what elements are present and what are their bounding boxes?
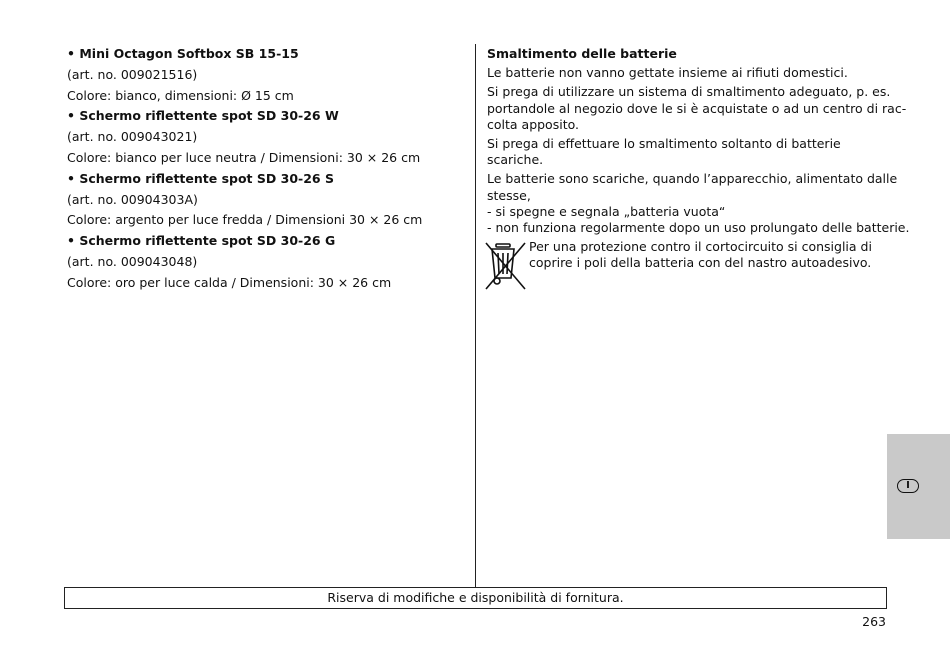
product-description: Colore: oro per luce calda / Dimensioni: 30 × 26 cm bbox=[67, 274, 392, 290]
product-title-reflector-w: • Schermo riflettente spot SD 30-26 W bbox=[67, 108, 339, 124]
battery-disposal-section bbox=[487, 46, 910, 272]
text-line: stesse, bbox=[487, 187, 531, 203]
text-line: Le batterie sono scariche, quando l’apparecchio, alimentato dalle bbox=[487, 171, 898, 187]
text-line: - non funziona regolarmente dopo un uso prolungato delle batterie. bbox=[487, 220, 910, 236]
short-circuit-warning bbox=[487, 239, 887, 271]
text-line: portandole al negozio dove le si è acquistate o ad un centro di rac- bbox=[487, 100, 907, 116]
column-divider bbox=[475, 44, 476, 588]
section-heading: Smaltimento delle batterie bbox=[487, 46, 677, 61]
article-number: (art. no. 009021516) bbox=[67, 66, 198, 82]
crossed-out-wheelie-bin-icon bbox=[483, 240, 529, 292]
product-description: Colore: argento per luce fredda / Dimensioni 30 × 26 cm bbox=[67, 212, 423, 228]
text-line: coprire i poli della batteria con del nastro autoadesivo. bbox=[529, 255, 872, 271]
product-title-softbox: • Mini Octagon Softbox SB 15-15 bbox=[67, 46, 299, 61]
paragraph-discharged-condition bbox=[487, 171, 910, 236]
page-number: 263 bbox=[862, 614, 886, 629]
paragraph-discharged-only: Si prega di effettuare lo smaltimento soltanto di batterie scariche. bbox=[487, 136, 841, 168]
text-line: Per una protezione contro il cortocircuito si consiglia di bbox=[529, 239, 872, 255]
language-tab bbox=[887, 434, 950, 539]
text-line: colta apposito. bbox=[487, 116, 579, 132]
footer-note: Riserva di modifiche e disponibilità di fornitura. bbox=[64, 587, 887, 609]
product-list bbox=[67, 46, 467, 296]
paragraph-disposal-system bbox=[487, 84, 907, 133]
article-number: (art. no. 009043048) bbox=[67, 253, 198, 269]
article-number: (art. no. 009043021) bbox=[67, 129, 198, 145]
warning-text bbox=[529, 239, 887, 271]
product-description: Colore: bianco, dimensioni: Ø 15 cm bbox=[67, 87, 294, 103]
text-line: Si prega di utilizzare un sistema di smaltimento adeguato, p. es. bbox=[487, 84, 891, 100]
product-title-reflector-g: • Schermo riflettente spot SD 30-26 G bbox=[67, 233, 336, 249]
article-number: (art. no. 00904303A) bbox=[67, 191, 198, 207]
paragraph-household-waste: Le batterie non vanno gettate insieme ai rifiuti domestici. bbox=[487, 65, 848, 81]
product-title-reflector-s: • Schermo riflettente spot SD 30-26 S bbox=[67, 170, 334, 186]
product-description: Colore: bianco per luce neutra / Dimensioni: 30 × 26 cm bbox=[67, 149, 421, 165]
language-badge: I bbox=[897, 479, 919, 493]
text-line: - si spegne e segnala „batteria vuota“ bbox=[487, 203, 726, 219]
